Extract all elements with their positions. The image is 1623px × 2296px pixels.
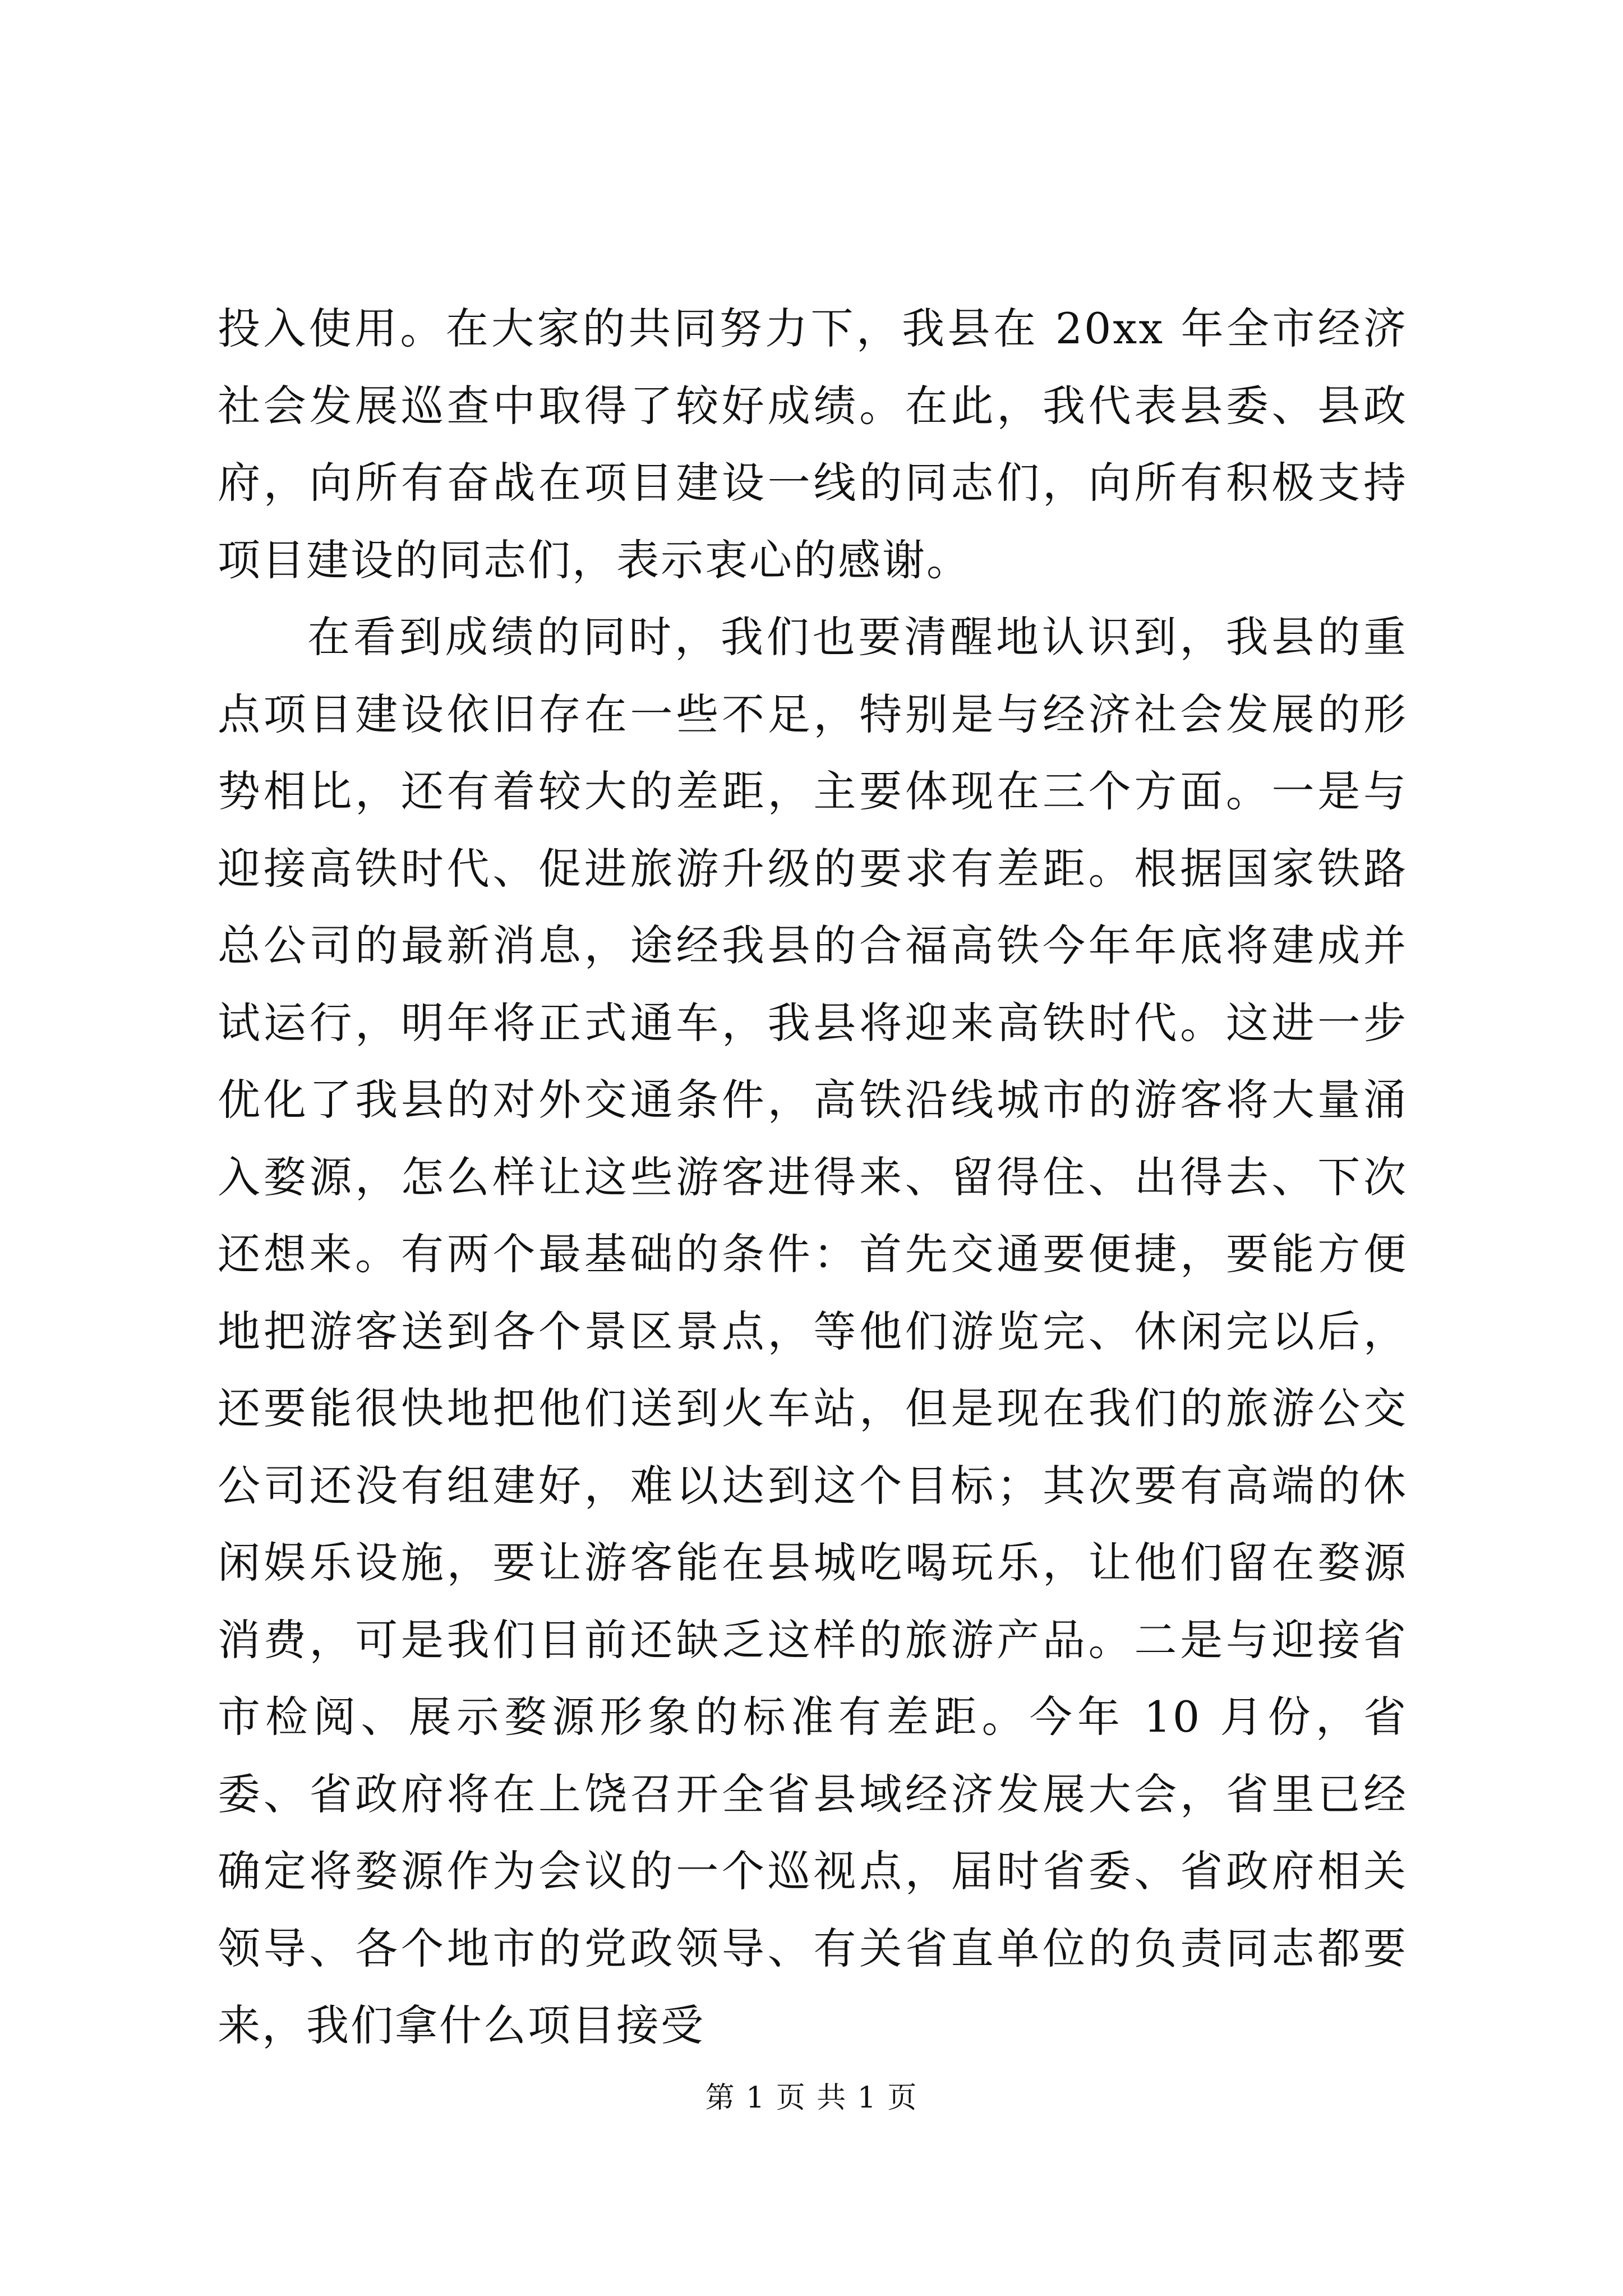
page-footer: 第 1 页 共 1 页 — [705, 2081, 918, 2115]
paragraph-continuation: 投入使用。在大家的共同努力下，我县在 20xx 年全市经济社会发展巡查中取得了较好成绩。在此，我代表县委、县政府，向所有奋战在项目建设一线的同志们，向所有积极支持项目建设的同志们，表示衷心的感谢。 — [218, 303, 1408, 585]
document-body — [218, 290, 1408, 2064]
paragraph-shortcomings: 在看到成绩的同时，我们也要清醒地认识到，我县的重点项目建设依旧存在一些不足，特别是与经济社会发展的形势相比，还有着较大的差距，主要体现在三个方面。一是与迎接高铁时代、促进旅游升级的要求有差距。根据国家铁路总公司的最新消息，途经我县的合福高铁今年年底将建成并试运行，明年将正式通车，我县将迎来高铁时代。这进一步优化了我县的对外交通条件，高铁沿线城市的游客将大量涌入婺源，怎么样让这些游客进得来、留得住、出得去、下次还想来。有两个最基础的条件：首先交通要便捷，要能方便地把游客送到各个景区景点，等他们游览完、休闲完以后，还要能很快地把他们送到火车站，但是现在我们的旅游公交公司还没有组建好，难以达到这个目标；其次要有高端的休闲娱乐设施，要让游客能在县城吃喝玩乐，让他们留在婺源消费，可是我们目前还缺乏这样的旅游产品。二是与迎接省市检阅、展示婺源形象的标准有差距。今年 10 月份，省委、省政府将在上饶召开全省县域经济发展大会，省里已经确定将婺源作为会议的一个巡视点，届时省委、省政府相关领导、各个地市的党政领导、有关省直单位的负责同志都要来，我们拿什么项目接受 — [218, 612, 1408, 2050]
